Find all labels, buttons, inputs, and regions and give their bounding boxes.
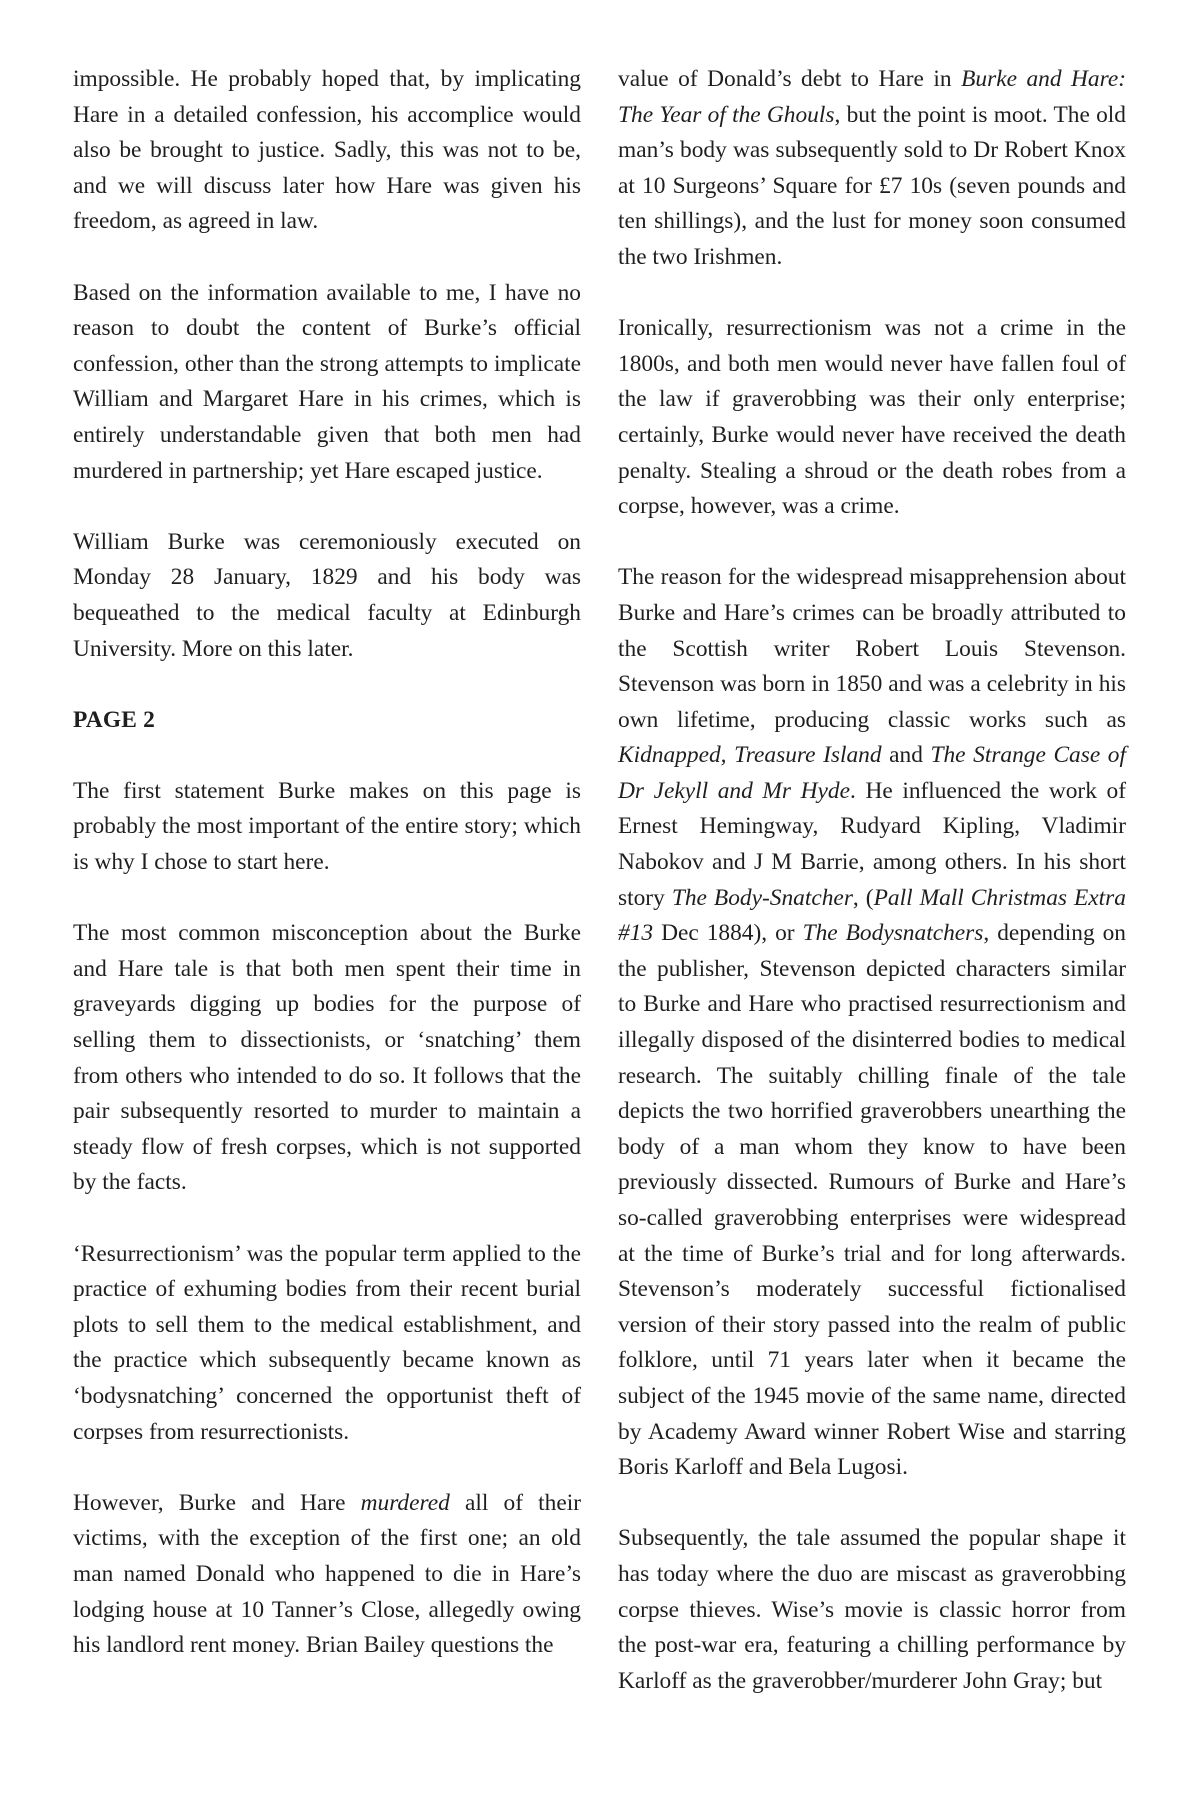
paragraph: The first statement Burke makes on this page is probably the most important of the entire story; which is why I chose to start here. [73,777,581,876]
paragraph: Based on the information available to me, I have no reason to doubt the content of Burke’s official confession, other than the strong attempts to implicate William and Margaret Hare in his crimes, which is entirely understandable given that both men had murdered in partnership; yet Hare escaped justice. [73,279,581,484]
text-run: , but the point is moot. The old man’s body was subsequently sold to Dr Robert Knox at 10 Surgeons’ Square for £7 10s (seven pounds and ten shillings), and the lust for money soon consumed the two Irishmen. [618,101,1126,270]
text-run: The reason for the widespread misapprehension about Burke and Hare’s crimes can be broadly attributed to the Scottish writer Robert Louis Stevenson. Stevenson was born in 1850 and was a celebrity in his own lifetime, producing classic works such as [618,564,1126,733]
paragraph: Ironically, resurrectionism was not a crime in the 1800s, and both men would never have fallen foul of the law if graverobbing was their only enterprise; certainly, Burke would never have received the death penalty. Stealing a shroud or the death robes from a corpse, however, was a crime. [618,315,1126,520]
book-title: Kidnapped, Treasure Island [618,742,882,769]
paragraph: The most common misconception about the Burke and Hare tale is that both men spent their time in graveyards digging up bodies for the purpose of selling them to dissectionists, or ‘snatching’ them from others who intended to do so. It follows that the pair subsequently resorted to murder to maintain a steady flow of fresh corpses, which is not supported by the facts. [73,920,581,1196]
paragraph: William Burke was ceremoniously executed on Monday 28 January, 1829 and his body was bequeathed to the medical faculty at Edinburgh University. More on this later. [73,528,581,662]
paragraph [618,560,1126,1485]
book-title: Burke and Hare: The Year of the Ghouls [618,66,1127,128]
text-run: and [881,742,931,769]
paragraph: ‘Resurrectionism’ was the popular term applied to the practice of exhuming bodies from their recent burial plots to sell them to the medical establishment, and the practice which subsequently became known as ‘bodysnatching’ concerned the opportunist theft of corpses from resurrectionists. [73,1240,581,1445]
text-run: Dec 1884), or [653,920,803,947]
book-title: The Strange Case of Dr Jekyll and Mr Hyde [618,742,1126,804]
text-run: However, Burke and Hare [73,1489,361,1516]
paragraph [618,62,1126,276]
paragraph: impossible. He probably hoped that, by implicating Hare in a detailed confession, his accomplice would also be brought to justice. Sadly, this was not to be, and we will discuss later how Hare was given his freedom, as agreed in law. [73,66,581,235]
text-run: , ( [852,884,874,911]
text-run: . He influenced the work of Ernest Hemingway, Rudyard Kipling, Vladimir Nabokov and J M Barrie, among others. In his short story [618,777,1126,911]
right-column [618,62,1126,1735]
text-run: value of Donald’s debt to Hare in [618,66,962,92]
book-title: The Body-Snatcher [671,884,853,911]
section-heading: PAGE 2 [73,706,155,733]
text-run: all of their victims, with the exception of the first one; an old man named Donald who happened to die in Hare’s lodging house at 10 Tanner’s Close, allegedly owing his landlord rent money. Brian Bailey questions the [73,1489,581,1659]
text-run: , depending on the publisher, Stevenson depicted characters similar to Burke and Hare who practised resurrectionism and illegally disposed of the disinterred bodies to medical research. The suitably chilling finale of the tale depicts the two horrified graverobbers unearthing the body of a man whom they know to have been previously dissected. Rumours of Burke and Hare’s so-called graverobbing enterprises were widespread at the time of Burke’s trial and for long afterwards. Stevenson’s moderately successful fictionalised version of their story passed into the realm of public folklore, until 71 years later when it became the subject of the 1945 movie of the same name, directed by Academy Award winner Robert Wise and starring Boris Karloff and Bela Lugosi. [618,920,1127,1481]
paragraph [73,1486,581,1664]
left-column [73,62,581,1699]
publication-title: Pall Mall Christmas Extra #13 [618,884,1126,947]
book-title: The Bodysnatchers [802,920,984,947]
paragraph: Subsequently, the tale assumed the popular shape it has today where the duo are miscast as graverobbing corpse thieves. Wise’s movie is classic horror from the post-war era, featuring a chilling performance by Karloff as the graverobber/murderer John Gray; but [618,1525,1126,1694]
italic-text: murdered [360,1489,450,1516]
